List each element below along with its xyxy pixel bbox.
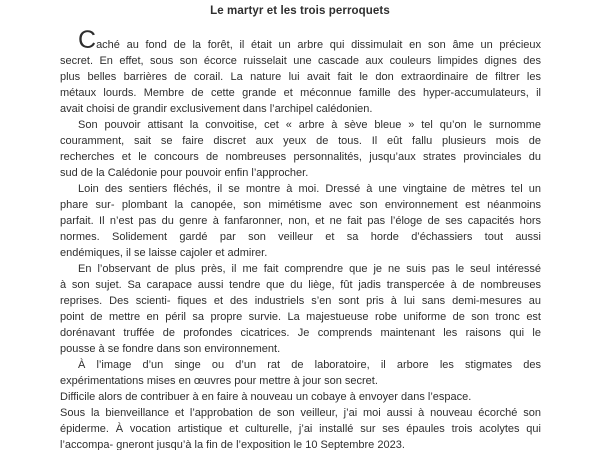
text-line: secret. En effet, sous son écorce ruisselait une cascade aux couleurs limpides dignes des bbox=[60, 55, 541, 67]
paragraph bbox=[60, 117, 541, 181]
text-line: À l’image d’un singe ou d’un rat de laboratoire, il arbore les stigmates des bbox=[78, 359, 541, 371]
text-line: Sous la bienveillance et l’approbation de son veilleur, j’ai moi aussi à nouveau écorché son bbox=[60, 407, 541, 419]
text-line: expérimentations mises en œuvres pour mettre à jour son secret. bbox=[60, 375, 378, 387]
text-line: Son pouvoir attisant la convoitise, cet « arbre à sève bleue » tel qu’on le surnomme bbox=[78, 119, 541, 131]
text-line: dorénavant truffée de profondes cicatrices. Je comprends maintenant les raisons qui le bbox=[60, 327, 541, 339]
text-line: métaux lourds. Membre de cette grande et méconnue famille des hyper-accumulateurs, il bbox=[60, 87, 541, 99]
text-line: à son sujet. Sa carapace aussi tendre que du liège, fût jadis transpercée à de nombreuses bbox=[60, 279, 541, 291]
text-line: l’accompa- gneront jusqu’à la fin de l’exposition le 10 Septembre 2023. bbox=[60, 439, 405, 450]
document-title: Le martyr et les trois perroquets bbox=[210, 5, 390, 17]
text-line: normes. Solidement gardé par son veilleur et sa horde d’échassiers tout aussi bbox=[60, 231, 541, 243]
text-line: En l’observant de plus près, il me fait comprendre que je ne suis pas le seul intéressé bbox=[78, 263, 541, 275]
text-line: point de mettre en péril sa propre survie. La majestueuse robe uniforme de son tronc est bbox=[60, 311, 541, 323]
text-line: épiderme. À vocation artistique et culturelle, j’ai installé sur ses épaules trois acolytes qui bbox=[60, 423, 541, 435]
text-line: plus belles barrières de corail. La nature lui avait fait le don extraordinaire de filtrer les bbox=[60, 71, 541, 83]
text-line: parfait. Il n’est pas du genre à fanfaronner, non, et ne fait pas l’éloge de ses capacités hors bbox=[60, 215, 541, 227]
paragraph bbox=[60, 405, 541, 450]
text-line: reprises. Des scienti- fiques et des industriels s’en sont pris à lui sans demi-mesures au bbox=[60, 295, 541, 307]
text-line: phare sur- plombant la canopée, son mimétisme avec son environnement est néanmoins bbox=[60, 199, 541, 211]
text-line: pousse à se fondre dans son environnement. bbox=[60, 343, 281, 355]
text-line-content: aché au fond de la forêt, il était un arbre qui dissimulait en son âme un précieux bbox=[96, 39, 541, 51]
paragraph bbox=[60, 357, 541, 389]
text-line: Loin des sentiers fléchés, il se montre à moi. Dressé à une vingtaine de mètres tel un bbox=[78, 183, 541, 195]
text-line: recherches et le concours de nombreuses personnalités, jusqu’aux strates provinciales du bbox=[60, 151, 541, 163]
text-line: endémiques, il se laisse cajoler et admirer. bbox=[60, 247, 268, 259]
paragraph bbox=[60, 261, 541, 357]
text-line: couramment, sait se faire discret aux yeux de tous. Il eût fallu plusieurs mois de bbox=[60, 135, 541, 147]
document-body bbox=[60, 26, 541, 450]
text-line: avait choisi de grandir exclusivement dans l’archipel calédonien. bbox=[60, 103, 373, 115]
initial-cap: C bbox=[78, 26, 97, 54]
text-line: sud de la Calédonie pour pouvoir enfin l’approcher. bbox=[60, 167, 309, 179]
paragraph bbox=[60, 181, 541, 261]
text-line: Difficile alors de contribuer à en faire à nouveau un cobaye à envoyer dans l’espace. bbox=[60, 391, 472, 403]
paragraph bbox=[60, 26, 541, 117]
text-line bbox=[60, 26, 541, 54]
paragraph bbox=[60, 389, 541, 405]
